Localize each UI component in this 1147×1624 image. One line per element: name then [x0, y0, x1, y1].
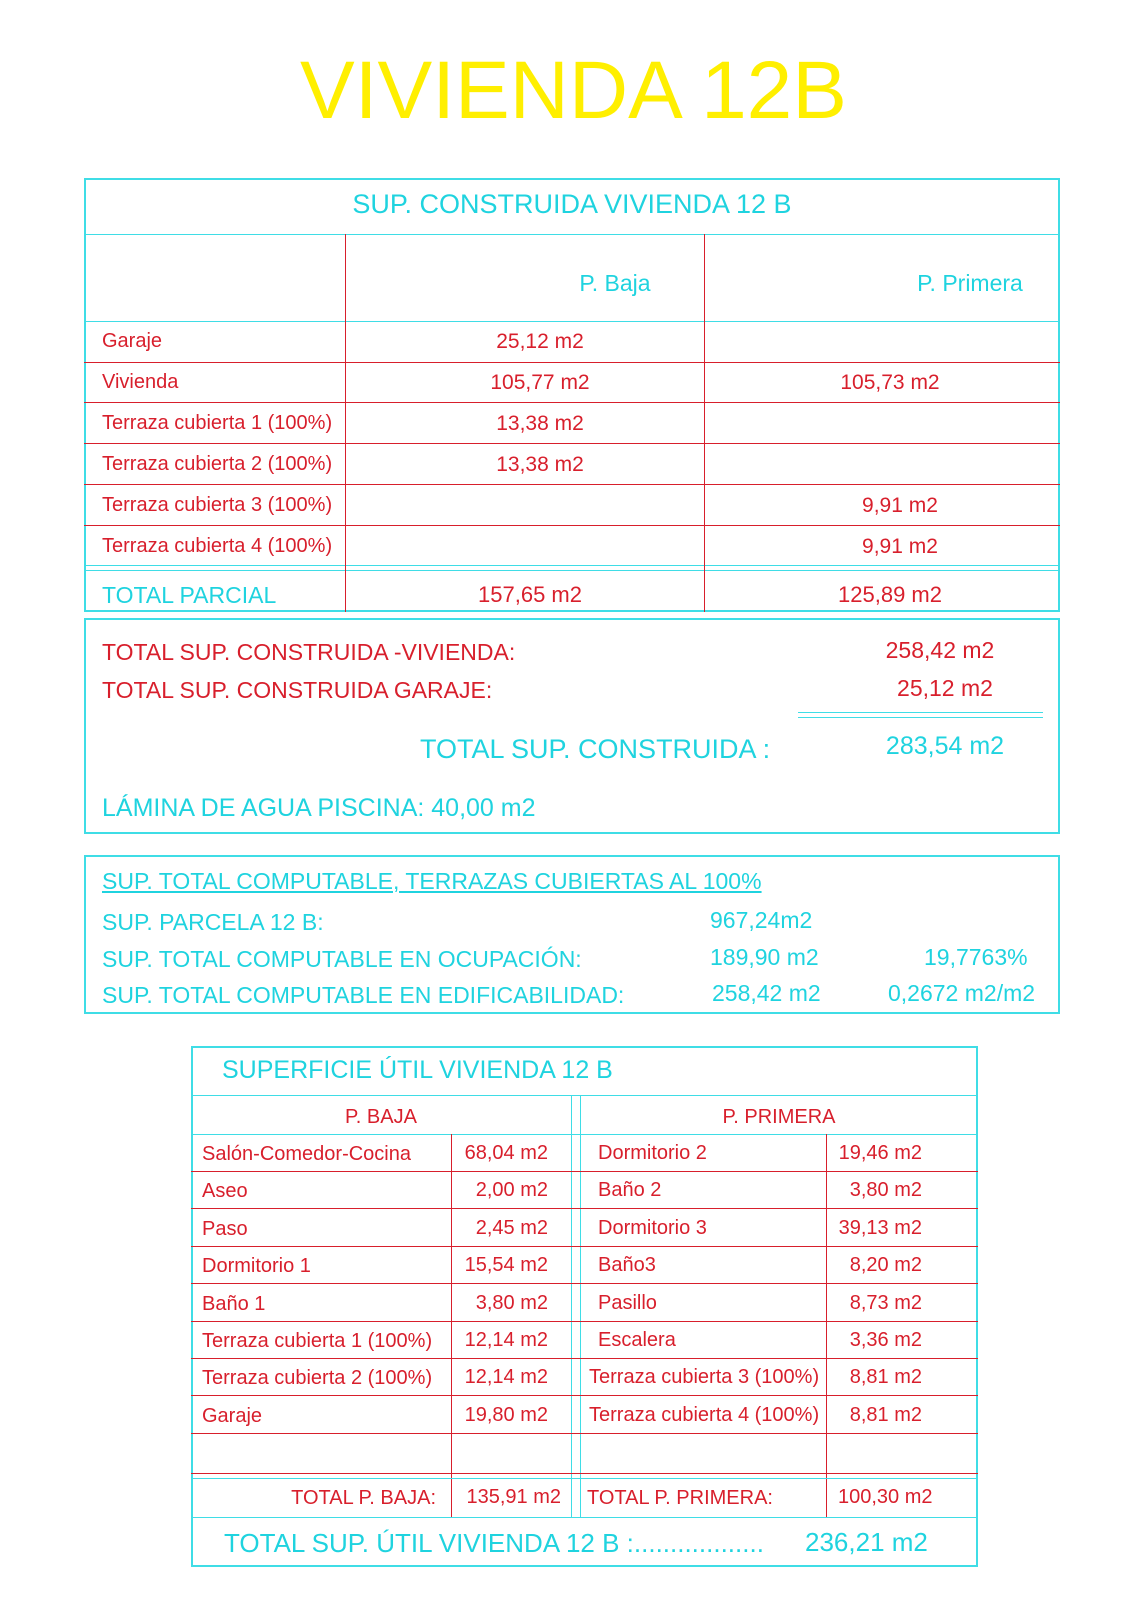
ocupacion-percent: 19,7763%: [924, 944, 1028, 970]
row-value-baja: 13,38 m2: [496, 412, 584, 435]
total-parcial-primera: 125,89 m2: [838, 582, 942, 607]
util-primera-label: Dormitorio 2: [598, 1142, 707, 1164]
util-primera-title: P. PRIMERA: [722, 1106, 836, 1128]
total-construida-value: 283,54 m2: [885, 732, 1005, 760]
total-construida-garaje-value: 25,12 m2: [897, 675, 993, 701]
util-baja-value: 2,00 m2: [475, 1179, 548, 1201]
row-label: Garaje: [102, 330, 163, 352]
util-primera-value: 39,13 m2: [838, 1217, 922, 1239]
total-util-label: TOTAL SUP. ÚTIL VIVIENDA 12 B :..................: [224, 1528, 764, 1558]
row-label: Terraza cubierta 4 (100%): [102, 535, 333, 557]
row-value-baja: 13,38 m2: [496, 453, 584, 476]
column-header-baja: P. Baja: [579, 270, 651, 296]
util-primera-value: 8,81 m2: [849, 1366, 922, 1388]
util-baja-value: 3,80 m2: [475, 1292, 548, 1314]
page-title: VIVIENDA 12B: [300, 45, 847, 136]
util-baja-label: Terraza cubierta 2 (100%): [202, 1367, 433, 1389]
util-baja-label: Terraza cubierta 1 (100%): [202, 1330, 433, 1352]
total-construida-label: TOTAL SUP. CONSTRUIDA :: [420, 734, 771, 764]
util-primera-label: Terraza cubierta 4 (100%): [589, 1404, 820, 1426]
row-value-primera: 9,91 m2: [862, 494, 938, 517]
total-util-value: 236,21 m2: [805, 1527, 928, 1557]
computable-header: SUP. TOTAL COMPUTABLE, TERRAZAS CUBIERTAS AL 100%: [102, 868, 762, 894]
parcela-label: SUP. PARCELA 12 B:: [102, 909, 324, 935]
row-value-primera: 105,73 m2: [840, 371, 940, 394]
util-primera-label: Pasillo: [598, 1292, 657, 1314]
util-primera-value: 8,73 m2: [849, 1292, 922, 1314]
util-primera-value: 3,80 m2: [849, 1179, 922, 1201]
util-primera-label: Baño3: [598, 1254, 656, 1276]
util-baja-label: Aseo: [202, 1180, 248, 1202]
util-header: SUPERFICIE ÚTIL VIVIENDA 12 B: [222, 1056, 613, 1084]
util-primera-value: 8,81 m2: [849, 1404, 922, 1426]
util-baja-label: Salón-Comedor-Cocina: [202, 1143, 411, 1165]
row-value-baja: 105,77 m2: [490, 371, 590, 394]
ocupacion-label: SUP. TOTAL COMPUTABLE EN OCUPACIÓN:: [102, 946, 582, 972]
util-primera-label: Baño 2: [598, 1179, 662, 1201]
total-parcial-label: TOTAL PARCIAL: [102, 582, 277, 608]
util-primera-value: 19,46 m2: [838, 1142, 922, 1164]
total-construida-vivienda-value: 258,42 m2: [885, 637, 995, 663]
total-parcial-baja: 157,65 m2: [478, 582, 582, 607]
total-construida-vivienda-label: TOTAL SUP. CONSTRUIDA -VIVIENDA:: [102, 639, 516, 665]
edificabilidad-label: SUP. TOTAL COMPUTABLE EN EDIFICABILIDAD:: [102, 982, 625, 1008]
util-baja-value: 68,04 m2: [464, 1142, 548, 1164]
util-primera-value: 3,36 m2: [849, 1329, 922, 1351]
total-baja-value: 135,91 m2: [466, 1486, 561, 1508]
total-primera-label: TOTAL P. PRIMERA:: [587, 1487, 773, 1509]
total-primera-value: 100,30 m2: [838, 1486, 933, 1508]
util-primera-label: Dormitorio 3: [598, 1217, 707, 1239]
row-label: Terraza cubierta 2 (100%): [102, 453, 333, 475]
total-construida-garaje-label: TOTAL SUP. CONSTRUIDA GARAJE:: [102, 677, 493, 703]
util-primera-label: Escalera: [598, 1329, 676, 1351]
util-baja-value: 15,54 m2: [464, 1254, 548, 1276]
util-baja-value: 12,14 m2: [464, 1329, 548, 1351]
edificabilidad-ratio: 0,2672 m2/m2: [888, 980, 1036, 1006]
row-label: Terraza cubierta 3 (100%): [102, 494, 333, 516]
row-label: Vivienda: [102, 371, 179, 393]
util-baja-value: 19,80 m2: [464, 1404, 548, 1426]
util-baja-label: Paso: [202, 1218, 248, 1240]
util-baja-title: P. BAJA: [345, 1106, 417, 1128]
parcela-value: 967,24m2: [710, 907, 813, 933]
util-baja-label: Baño 1: [202, 1293, 266, 1315]
total-baja-label: TOTAL P. BAJA:: [291, 1487, 436, 1509]
construida-header: SUP. CONSTRUIDA VIVIENDA 12 B: [352, 189, 792, 219]
util-baja-value: 12,14 m2: [464, 1366, 548, 1388]
util-primera-label: Terraza cubierta 3 (100%): [589, 1366, 820, 1388]
row-label: Terraza cubierta 1 (100%): [102, 412, 333, 434]
util-primera-value: 8,20 m2: [849, 1254, 922, 1276]
column-header-primera: P. Primera: [917, 270, 1023, 296]
row-value-primera: 9,91 m2: [862, 535, 938, 558]
util-baja-label: Garaje: [202, 1405, 263, 1427]
row-value-baja: 25,12 m2: [496, 330, 584, 353]
ocupacion-value: 189,90 m2: [710, 944, 819, 970]
util-baja-value: 2,45 m2: [475, 1217, 548, 1239]
lamina-agua-piscina: LÁMINA DE AGUA PISCINA: 40,00 m2: [102, 794, 536, 822]
edificabilidad-value: 258,42 m2: [712, 980, 821, 1006]
util-baja-label: Dormitorio 1: [202, 1255, 311, 1277]
